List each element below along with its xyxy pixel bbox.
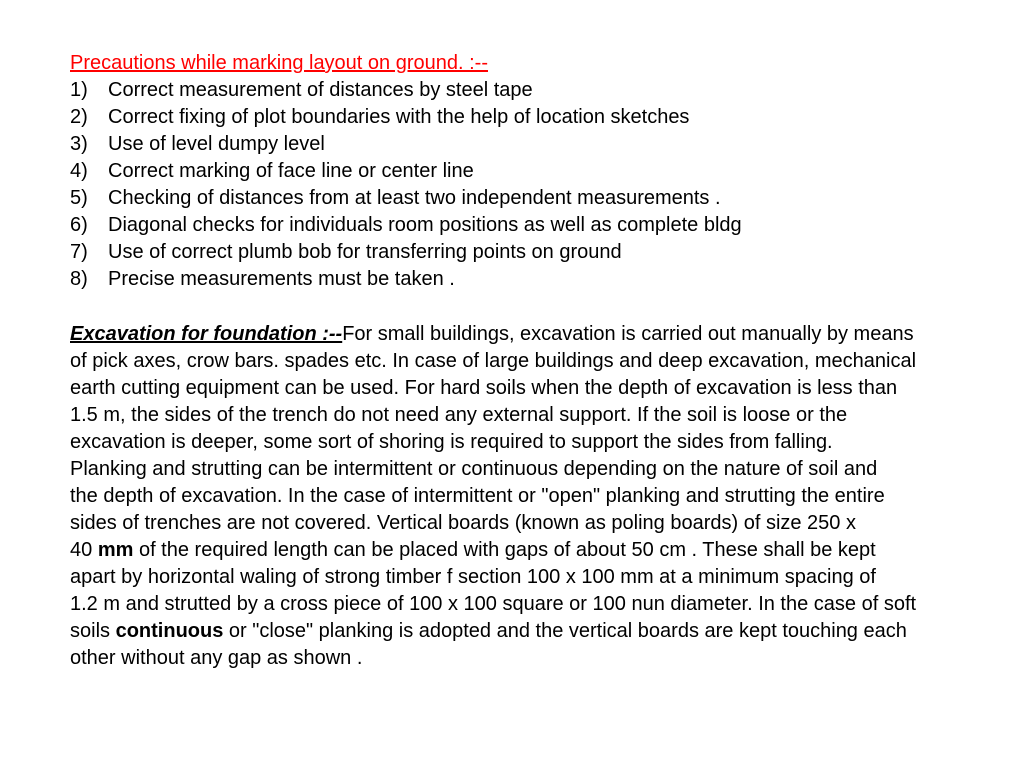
list-number: 4) — [70, 160, 88, 182]
paragraph-line: apart by horizontal waling of strong timber f section 100 x 100 mm at a minimum spacing of — [70, 566, 876, 588]
list-item — [70, 239, 622, 266]
bold-term: continuous — [115, 620, 224, 642]
paragraph-text: or "close" planking is adopted and the vertical boards are kept touching each — [223, 620, 907, 642]
excavation-title: Excavation for foundation :-- — [70, 323, 343, 345]
list-text: Precise measurements must be taken . — [108, 268, 455, 290]
list-item — [70, 104, 689, 131]
list-number: 1) — [70, 79, 88, 101]
paragraph-line: excavation is deeper, some sort of shoring is required to support the sides from falling. — [70, 431, 833, 453]
list-number: 2) — [70, 106, 88, 128]
precautions-heading: Precautions while marking layout on ground. :-- — [70, 52, 488, 74]
list-number: 6) — [70, 214, 88, 236]
list-item — [70, 212, 742, 239]
list-number: 3) — [70, 133, 88, 155]
list-item — [70, 77, 533, 104]
paragraph-text: soils — [70, 620, 116, 642]
list-item — [70, 185, 721, 212]
paragraph-line: 1.5 m, the sides of the trench do not need any external support. If the soil is loose or the — [70, 404, 848, 426]
paragraph-text: of the required length can be placed with gaps of about 50 cm . These shall be kept — [133, 539, 876, 561]
list-item — [70, 266, 455, 293]
paragraph-line: 1.2 m and strutted by a cross piece of 100 x 100 square or 100 nun diameter. In the case of soft — [70, 593, 917, 615]
list-number: 7) — [70, 241, 88, 263]
paragraph-line: earth cutting equipment can be used. For hard soils when the depth of excavation is less than — [70, 377, 898, 399]
list-item — [70, 158, 474, 185]
list-text: Checking of distances from at least two independent measurements . — [108, 187, 721, 209]
list-text: Use of correct plumb bob for transferring points on ground — [108, 241, 622, 263]
list-number: 8) — [70, 268, 88, 290]
paragraph-text: For small buildings, excavation is carried out manually by means — [342, 323, 914, 345]
paragraph-line: other without any gap as shown . — [70, 647, 363, 669]
list-number: 5) — [70, 187, 88, 209]
list-item — [70, 131, 325, 158]
paragraph-line: of pick axes, crow bars. spades etc. In case of large buildings and deep excavation, mechanical — [70, 350, 917, 372]
list-text: Correct measurement of distances by steel tape — [108, 79, 533, 101]
list-text: Use of level dumpy level — [108, 133, 325, 155]
list-text: Diagonal checks for individuals room positions as well as complete bldg — [108, 214, 742, 236]
list-text: Correct fixing of plot boundaries with the help of location sketches — [108, 106, 690, 128]
bold-unit: mm — [97, 539, 134, 561]
list-text: Correct marking of face line or center line — [108, 160, 474, 182]
paragraph-line: Planking and strutting can be intermittent or continuous depending on the nature of soil and — [70, 458, 878, 480]
paragraph-line: sides of trenches are not covered. Vertical boards (known as poling boards) of size 250 x — [70, 512, 856, 534]
paragraph-line — [70, 537, 876, 564]
paragraph-text: 40 — [70, 539, 98, 561]
paragraph-line — [70, 321, 914, 348]
paragraph-line: the depth of excavation. In the case of intermittent or "open" planking and strutting the entire — [70, 485, 885, 507]
paragraph-line — [70, 618, 907, 645]
